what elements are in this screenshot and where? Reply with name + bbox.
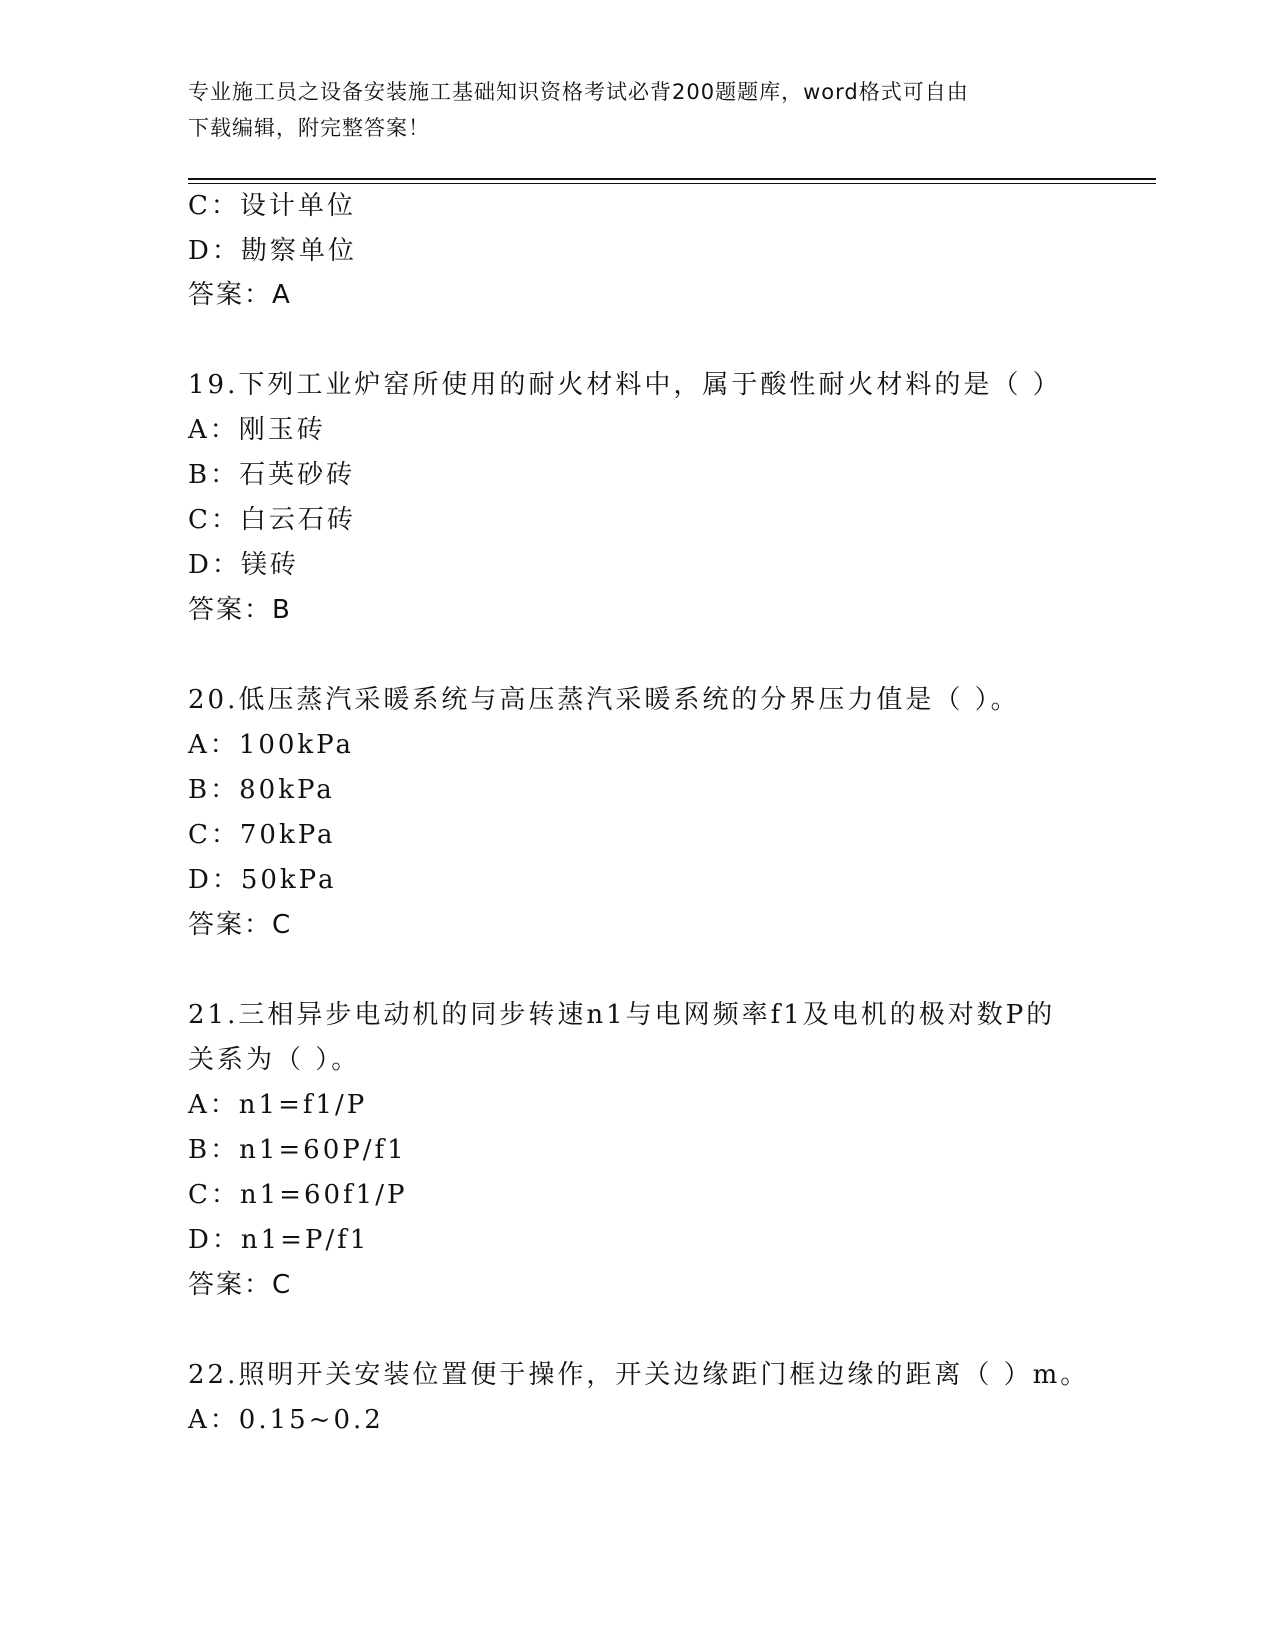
prev-option-c: C：设计单位	[188, 191, 356, 221]
q19-option-b: B：石英砂砖	[188, 460, 356, 490]
q21-stem-line-1: 21.三相异步电动机的同步转速n1与电网频率f1及电机的极对数P的	[188, 1000, 1056, 1030]
prev-option-d: D：勘察单位	[188, 236, 357, 266]
q19-option-a: A：刚玉砖	[188, 415, 326, 445]
q19-option-d: D：镁砖	[188, 550, 299, 580]
q20-stem: 20.低压蒸汽采暖系统与高压蒸汽采暖系统的分界压力值是（ ）。	[188, 685, 1020, 715]
q22-stem: 22.照明开关安装位置便于操作，开关边缘距门框边缘的距离（ ）m。	[188, 1360, 1090, 1390]
q21-option-a: A：n1=f1/P	[188, 1090, 368, 1120]
q20-option-b: B：80kPa	[188, 775, 335, 805]
page-header	[188, 74, 1068, 146]
document-title-line-2: 下载编辑，附完整答案！	[188, 116, 430, 140]
q19-option-c: C：白云石砖	[188, 505, 356, 535]
q21-option-d: D：n1=P/f1	[188, 1225, 370, 1255]
document-title-line-1: 专业施工员之设备安装施工基础知识资格考试必背200题题库，word格式可自由	[188, 80, 969, 104]
q21-option-c: C：n1=60f1/P	[188, 1180, 408, 1210]
q20-answer: 答案：C	[188, 910, 293, 940]
prev-answer: 答案：A	[188, 280, 292, 310]
q22-option-a: A：0.15~0.2	[188, 1405, 384, 1435]
q21-answer: 答案：C	[188, 1270, 293, 1300]
q20-option-d: D：50kPa	[188, 865, 337, 895]
q20-option-a: A：100kPa	[188, 730, 354, 760]
q19-answer: 答案：B	[188, 595, 292, 625]
q21-option-b: B：n1=60P/f1	[188, 1135, 407, 1165]
q20-option-c: C：70kPa	[188, 820, 336, 850]
q21-stem-line-2: 关系为（ ）。	[188, 1045, 361, 1075]
header-divider	[188, 178, 1156, 184]
q19-stem: 19.下列工业炉窑所使用的耐火材料中，属于酸性耐火材料的是（ ）	[188, 370, 1062, 400]
